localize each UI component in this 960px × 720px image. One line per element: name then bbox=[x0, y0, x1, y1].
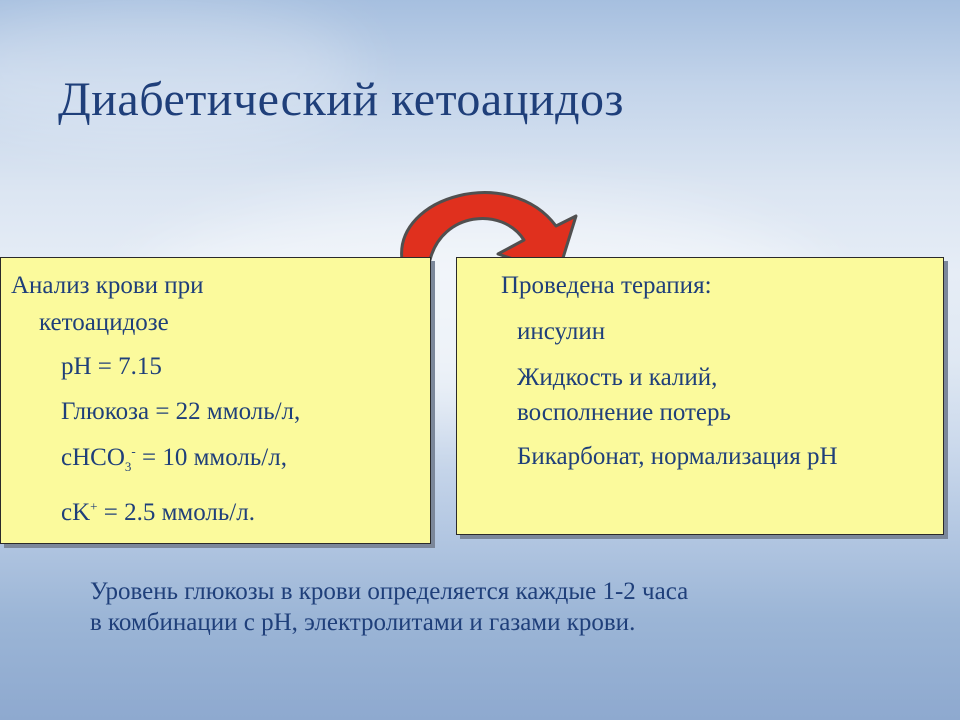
blood-analysis-box bbox=[0, 257, 431, 544]
therapy-box bbox=[456, 257, 944, 535]
potassium-charge: + bbox=[90, 498, 98, 514]
slide-title: Диабетический кетоацидоз bbox=[58, 73, 624, 126]
therapy-item-fluids-line2: восполнение потерь bbox=[517, 399, 731, 426]
bicarbonate-amount: = 10 ммоль/л, bbox=[135, 444, 287, 471]
bicarbonate-formula: cHCO bbox=[61, 444, 125, 471]
analysis-heading-line2: кетоацидозе bbox=[39, 309, 169, 336]
bicarbonate-charge: - bbox=[131, 443, 136, 459]
glucose-value: Глюкоза = 22 ммоль/л, bbox=[61, 398, 301, 425]
potassium-amount: = 2.5 ммоль/л. bbox=[97, 499, 255, 526]
therapy-item-insulin: инсулин bbox=[517, 318, 606, 345]
therapy-item-bicarbonate: Бикарбонат, нормализация pH bbox=[517, 443, 838, 470]
potassium-formula: cK bbox=[61, 499, 91, 526]
bicarbonate-value bbox=[61, 443, 287, 473]
potassium-value bbox=[61, 498, 255, 528]
monitoring-note bbox=[90, 576, 688, 638]
monitoring-note-line2: в комбинации с pH, электролитами и газами крови. bbox=[90, 609, 636, 636]
analysis-heading-line1: Анализ крови при bbox=[11, 272, 204, 299]
monitoring-note-line1: Уровень глюкозы в крови определяется каждые 1-2 часа bbox=[90, 578, 689, 605]
ph-value: pH = 7.15 bbox=[61, 353, 162, 380]
therapy-item-fluids-line1: Жидкость и калий, bbox=[517, 364, 718, 391]
therapy-heading: Проведена терапия: bbox=[501, 272, 712, 299]
bicarbonate-subscript: 3 bbox=[124, 459, 132, 474]
